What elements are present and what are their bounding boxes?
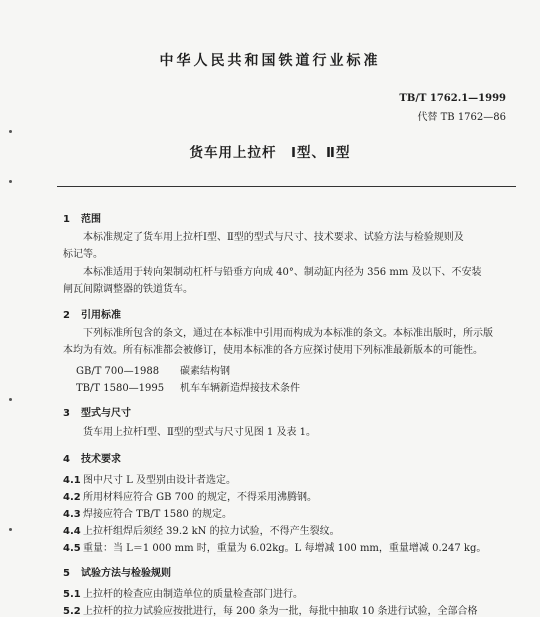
reference-name: 碳素结构钢	[180, 366, 230, 377]
clause-item	[63, 585, 513, 600]
section-heading-4	[63, 450, 121, 465]
clause-item	[63, 471, 513, 486]
scan-speck	[9, 528, 12, 531]
paragraph-line: 下列标准所包含的条文，通过在本标准中引用而构成为本标准的条文。本标准出版时，所示版	[83, 328, 493, 339]
section-heading-1	[63, 210, 101, 225]
paragraph-line: 本均为有效。所有标准都会被修订，使用本标准的各方应探讨使用下列标准最新版本的可能性。	[63, 345, 483, 356]
reference-item	[76, 362, 230, 377]
clause-item	[63, 505, 513, 520]
header-title: 中华人民共和国铁道行业标准	[159, 53, 381, 69]
clause-item	[63, 522, 513, 537]
paragraph-line: 本标准适用于转向架制动杠杆与铅垂方向成 40°、制动缸内径为 356 mm 及以下、不安装	[83, 267, 482, 278]
clause-item	[63, 602, 513, 617]
paragraph-line: 闸瓦间隙调整器的铁道货车。	[63, 284, 193, 295]
clause-number: 5.1	[63, 589, 81, 600]
document-title: 货车用上拉杆 Ⅰ型、Ⅱ型	[189, 145, 351, 161]
section-title: 范围	[81, 214, 101, 225]
section-number: 3	[63, 408, 70, 419]
clause-text: 重量：当 L＝1 000 mm 时，重量为 6.02kg。L 每增减 100 mm，重量增减 0.247 kg。	[83, 543, 487, 554]
title-divider	[57, 186, 516, 187]
standard-code: TB/T 1762.1—1999	[399, 93, 506, 104]
clause-number: 4.2	[63, 492, 81, 503]
section-title: 技术要求	[81, 454, 121, 465]
paragraph-form	[63, 424, 513, 441]
section-title: 试验方法与检验规则	[81, 568, 171, 579]
reference-code: GB/T 700—1988	[76, 366, 160, 377]
paragraph-references	[63, 325, 513, 359]
scan-speck	[9, 130, 12, 133]
section-heading-5	[63, 564, 171, 579]
clause-text: 上拉杆的检查应由制造单位的质量检查部门进行。	[83, 589, 303, 600]
reference-item	[76, 379, 300, 394]
clause-text: 上拉杆组焊后须经 39.2 kN 的拉力试验，不得产生裂纹。	[83, 526, 340, 537]
clause-number: 5.2	[63, 606, 81, 617]
scan-speck	[9, 180, 12, 183]
section-heading-2	[63, 306, 121, 321]
section-title: 引用标准	[81, 310, 121, 321]
clause-text: 图中尺寸 L 及型别由设计者选定。	[83, 475, 236, 486]
paragraph-scope-2	[63, 264, 513, 298]
section-number: 2	[63, 310, 70, 321]
paragraph-line: 本标准规定了货车用上拉杆Ⅰ型、Ⅱ型的型式与尺寸、技术要求、试验方法与检验规则及	[83, 232, 464, 243]
clause-item	[63, 539, 513, 554]
clause-text: 所用材料应符合 GB 700 的规定，不得采用沸腾钢。	[83, 492, 317, 503]
section-title: 型式与尺寸	[81, 408, 131, 419]
section-heading-3	[63, 404, 131, 419]
paragraph-line: 标记等。	[63, 249, 103, 260]
section-number: 1	[63, 214, 70, 225]
reference-code: TB/T 1580—1995	[76, 383, 165, 394]
clause-text: 上拉杆的拉力试验应按批进行，每 200 条为一批，每批中抽取 10 条进行试验，全部合格	[83, 606, 478, 617]
clause-number: 4.3	[63, 509, 81, 520]
scan-speck	[9, 398, 12, 401]
paragraph-scope-1	[63, 229, 513, 263]
clause-text: 焊接应符合 TB/T 1580 的规定。	[83, 509, 233, 520]
section-number: 5	[63, 568, 70, 579]
section-number: 4	[63, 454, 70, 465]
clause-number: 4.4	[63, 526, 81, 537]
clause-item	[63, 488, 513, 503]
standard-replaces: 代替 TB 1762—86	[417, 112, 506, 123]
clause-number: 4.1	[63, 475, 81, 486]
paragraph-line: 货车用上拉杆Ⅰ型、Ⅱ型的型式与尺寸见图 1 及表 1。	[83, 427, 317, 438]
reference-name: 机车车辆新造焊接技术条件	[180, 383, 300, 394]
clause-number: 4.5	[63, 543, 81, 554]
